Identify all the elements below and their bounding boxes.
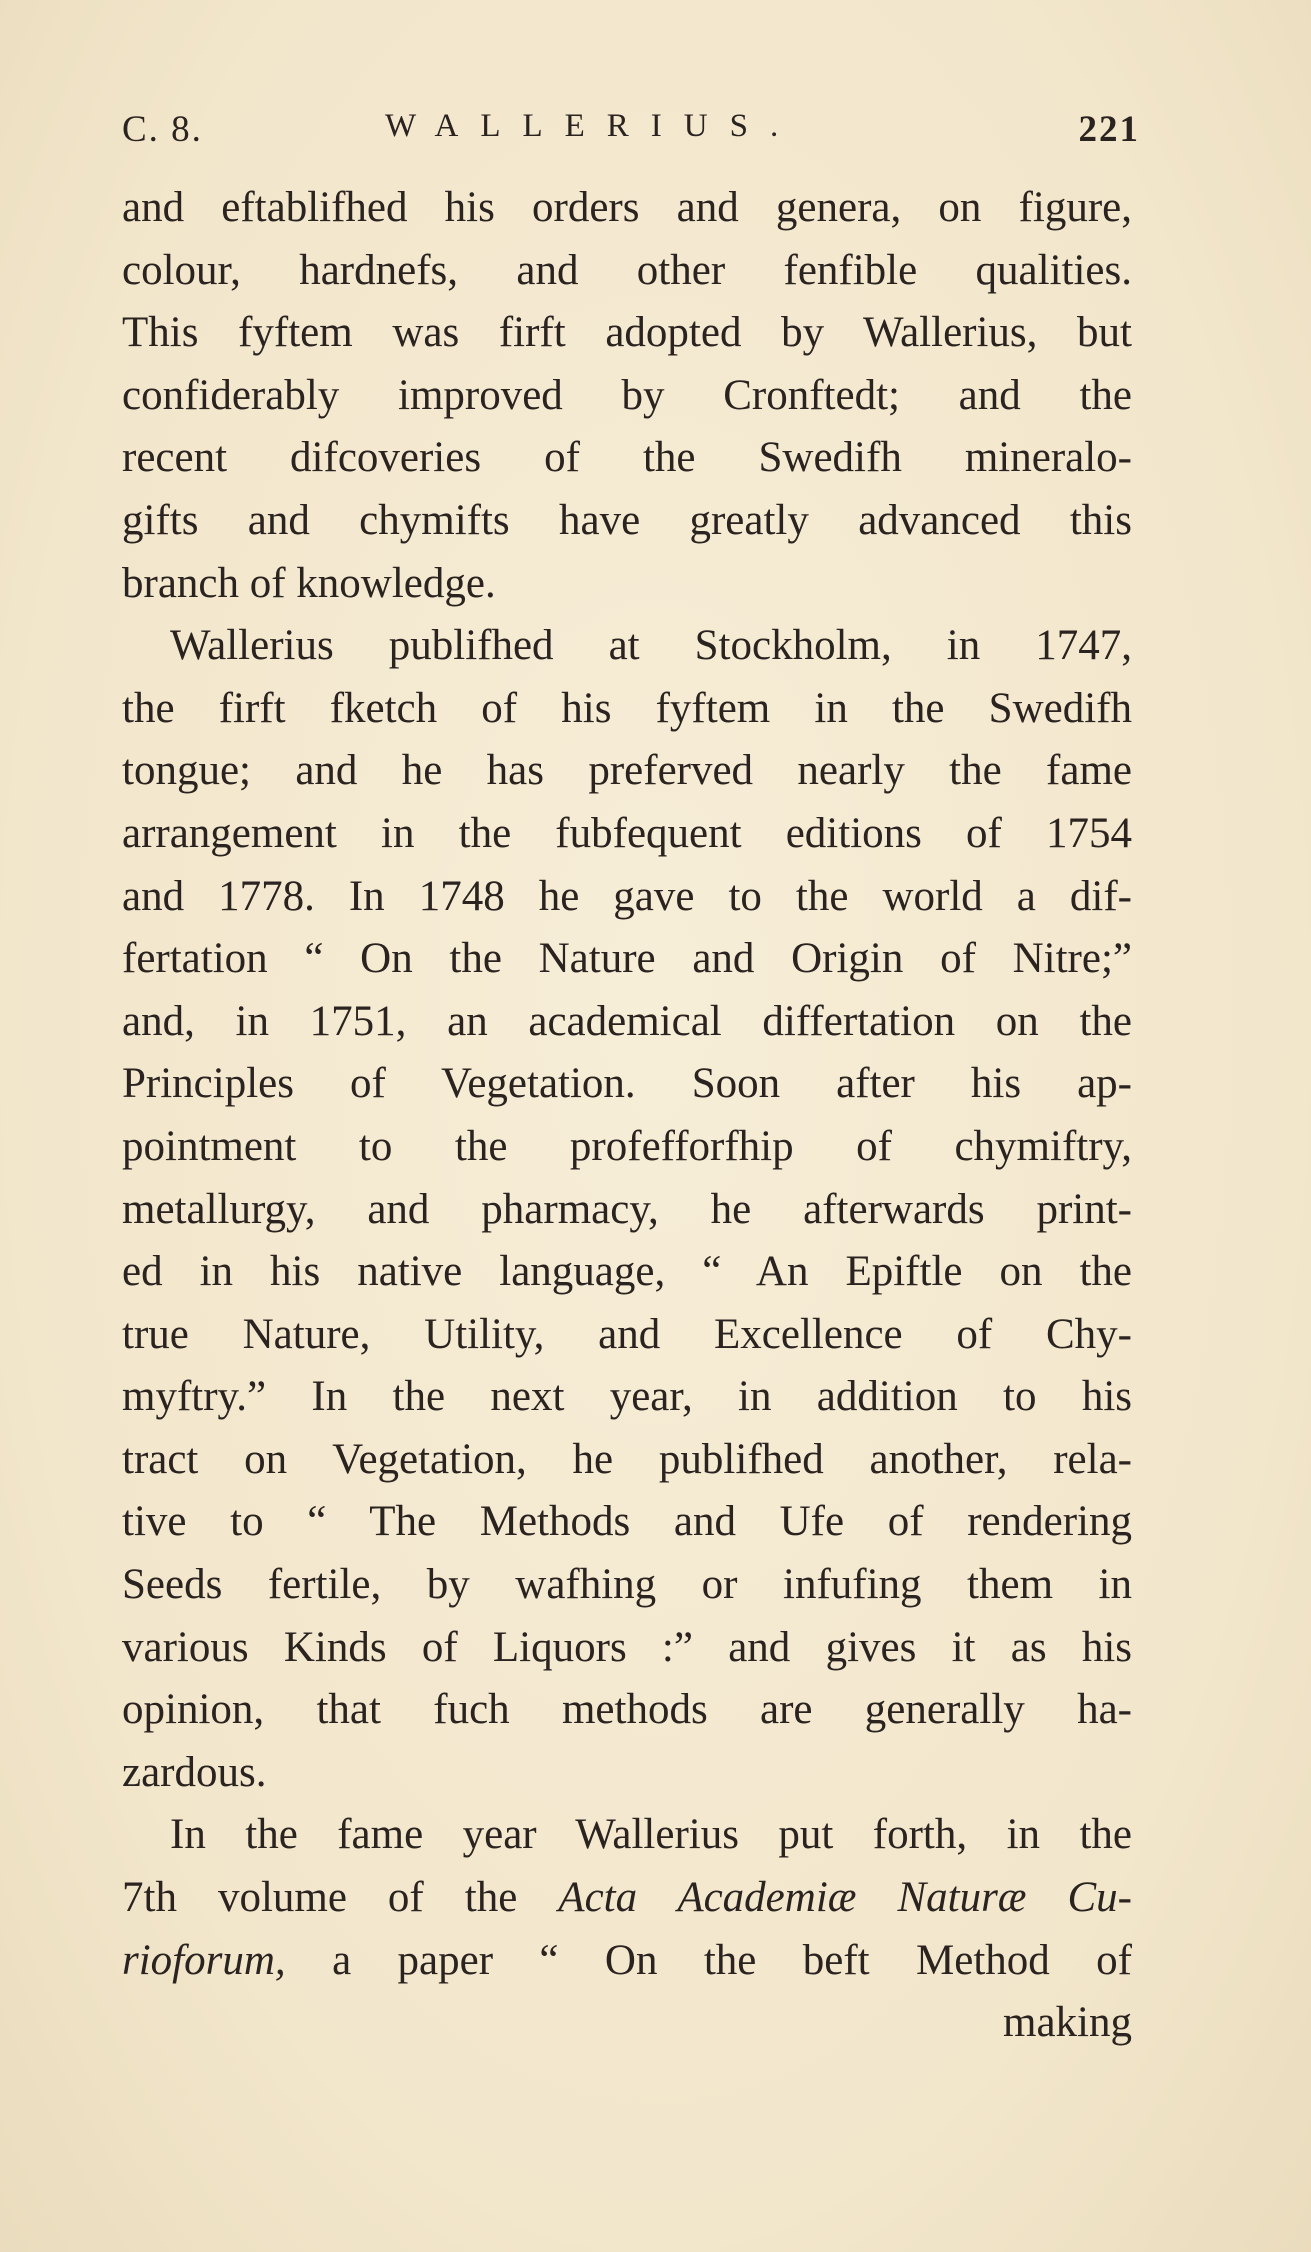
text-line: Wallerius publifhed at Stockholm, in 1747, — [170, 622, 1132, 670]
text-line: colour, hardnefs, and other fenfible qualities. — [122, 246, 1132, 294]
text-line: Principles of Vegetation. Soon after his ap- — [122, 1060, 1132, 1108]
catchword: making — [1003, 1999, 1132, 2047]
text-line: In the fame year Wallerius put forth, in the — [170, 1811, 1132, 1859]
running-head — [120, 108, 1140, 158]
paragraph — [122, 177, 1132, 615]
text-line: Seeds fertile, by wafhing or infufing them in — [122, 1561, 1132, 1609]
text-line — [122, 1930, 1132, 1993]
text-line: pointment to the profefforfhip of chymiftry, — [122, 1122, 1132, 1170]
paragraph — [122, 1804, 1132, 2054]
text-line: the firft fketch of his fyftem in the Swedifh — [122, 684, 1132, 732]
text-line: confiderably improved by Cronftedt; and the — [122, 371, 1132, 419]
running-title: WALLERIUS. — [385, 108, 801, 144]
text-line: recent difcoveries of the Swedifh mineralo- — [122, 434, 1132, 482]
text-line: ed in his native language, “ An Epiftle on the — [122, 1248, 1132, 1296]
text-line: and, in 1751, an academical differtation on the — [122, 997, 1132, 1045]
text-line: tive to “ The Methods and Ufe of rendering — [122, 1498, 1132, 1546]
journal-title: Acta Academiæ Naturæ Cu- — [558, 1874, 1132, 1922]
paragraph — [122, 615, 1132, 1804]
page-number: 221 — [1078, 109, 1140, 150]
text-line: and 1778. In 1748 he gave to the world a dif- — [122, 872, 1132, 920]
text-line: gifts and chymifts have greatly advanced this — [122, 496, 1132, 544]
body-text — [122, 177, 1132, 2055]
text-line: metallurgy, and pharmacy, he afterwards print- — [122, 1185, 1132, 1233]
text-line: fertation “ On the Nature and Origin of Nitre;” — [122, 935, 1132, 983]
text-line: branch of knowledge. — [122, 559, 496, 607]
text-line: opinion, that fuch methods are generally ha- — [122, 1686, 1132, 1734]
text-line: myftry.” In the next year, in addition to his — [122, 1373, 1132, 1421]
journal-title: rioforum, — [122, 1936, 286, 1984]
text-fragment: a paper “ On the beft Method of — [285, 1936, 1132, 1984]
text-line: true Nature, Utility, and Excellence of Chy- — [122, 1310, 1132, 1358]
text-line: arrangement in the fubfequent editions of 1754 — [122, 809, 1132, 857]
text-line: zardous. — [122, 1748, 267, 1796]
text-line: tract on Vegetation, he publifhed another, rela- — [122, 1435, 1132, 1483]
text-line: tongue; and he has preferved nearly the fame — [122, 747, 1132, 795]
text-line: This fyftem was firft adopted by Wallerius, but — [122, 309, 1132, 357]
text-line: and eftablifhed his orders and genera, on figure, — [122, 184, 1132, 231]
text-line: various Kinds of Liquors :” and gives it as his — [122, 1623, 1132, 1671]
chapter-marker: C. 8. — [122, 109, 203, 150]
text-fragment: 7th volume of the — [122, 1874, 559, 1922]
text-line — [122, 1867, 1132, 1930]
